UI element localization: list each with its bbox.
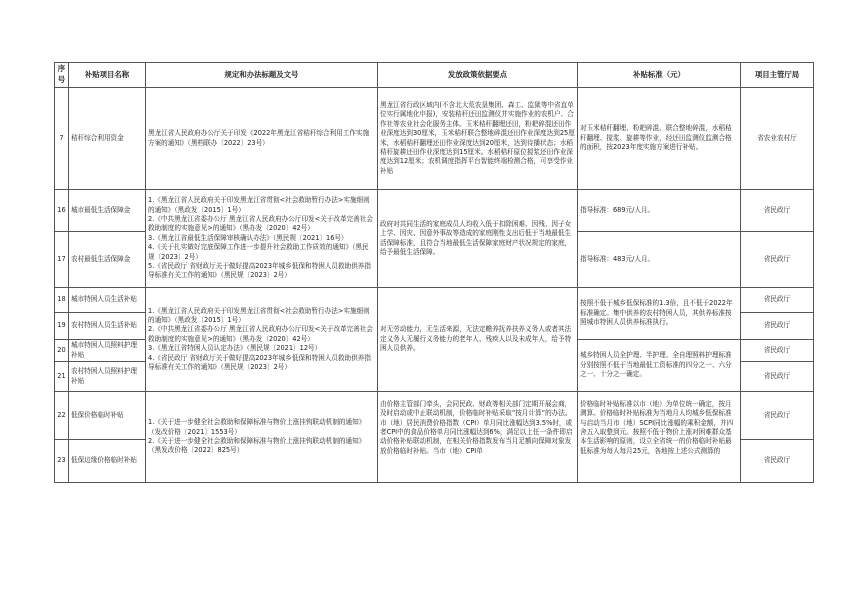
policy-document xyxy=(146,392,378,483)
row-number: 19 xyxy=(55,313,69,340)
subsidy-standard: 城乡特困人员全护理、半护理、全自理照料护理标准分别按照不低于当地最低工资标准的四分之一、六分之一、十分之一确定。 xyxy=(578,340,741,392)
policy-basis: 对无劳动能力，无生活来源，无法定赡养抚养扶养义务人或者其法定义务人无履行义务能力的老年人、残疾人以及未成年人，给予特困人员供养。 xyxy=(378,288,578,392)
item-name: 低保价格临时补贴 xyxy=(69,392,146,440)
subsidy-standard: 对玉米秸秆翻埋、粉耙碎混、联合整地碎混，水稻秸秆翻埋、搅浆、旋耕等作业，经还田监测仪监测合格的面积，按2023年度实施方案进行补贴。 xyxy=(578,88,741,190)
policy-basis: 由价格主管部门牵头，会同民政、财政等相关部门定期开展会商，及时启动或中止联动机制，价格临时补贴采取“按月计算”的办法。市（地）居民消费价格指数（CPI）单月同比涨幅达到3.5%时，或者CPI中的食品价格单月同比涨幅达到6%，满足以上任一条件即启动价格补贴联动机制，在相关价格指数发布当月足额向保障对象发放价格临时补贴。当市（地）CPI单 xyxy=(378,392,578,483)
subsidy-standard: 指导标准：483元/人月。 xyxy=(578,232,741,288)
doc-line: 3.《黑龙江省特困人员认定办法》（黑民规〔2021〕12号） xyxy=(148,344,322,353)
department: 省民政厅 xyxy=(741,190,814,232)
row-number: 18 xyxy=(55,288,69,313)
item-name: 低保边缘价格临时补贴 xyxy=(69,440,146,483)
department: 省民政厅 xyxy=(741,232,814,288)
subsidy-standard: 按照不低于城乡低保标准的1.3倍，且不低于2022年标准确定。集中供养的农村特困人员，其供养标准按照城市特困人员供养标准执行。 xyxy=(578,288,741,340)
policy-document xyxy=(146,190,378,288)
doc-line: 1.《关于进一步健全社会救助和保障标准与物价上涨挂钩联动机制的通知》（发改价格〔2021〕1553号） xyxy=(148,418,366,436)
table-row xyxy=(55,288,814,313)
item-name: 农村特困人员照料护理补贴 xyxy=(69,362,146,392)
table-row xyxy=(55,190,814,232)
item-name: 农村特困人员生活补贴 xyxy=(69,313,146,340)
subsidy-table xyxy=(54,62,814,483)
doc-line: 2.《关于进一步健全社会救助和保障标准与物价上涨挂钩联动机制的通知》（黑发改价格〔2022〕825号） xyxy=(148,437,366,455)
policy-document: 黑龙江省人民政府办公厅关于印发《2022年黑龙江省秸秆综合利用工作实施方案的通知》（黑档联办〔2022〕23号） xyxy=(146,88,378,190)
department: 省农业农村厅 xyxy=(741,88,814,190)
policy-basis: 政府对共同生活的家庭成员人均收入低于扣除困难、因残、因子女上学、因灾、因意外事故等造成的家庭刚性支出后低于当地最低生活保障标准，且符合当地最低生活保障家庭财产状况规定的家庭，给予最低生活保障。 xyxy=(378,190,578,288)
department: 省民政厅 xyxy=(741,288,814,313)
item-name: 城市特困人员生活补贴 xyxy=(69,288,146,313)
doc-line: 3.《黑龙江省最低生活保障审核确认办法》（黑民规〔2021〕16号） xyxy=(148,233,348,242)
header-doc: 规定和办法标题及文号 xyxy=(146,63,378,88)
doc-line: 4.《关于扎实做好完底保障工作进一步提升社会救助工作质效的通知》（黑民规〔2023〕2号） xyxy=(148,243,369,261)
header-basis: 发放政策依据要点 xyxy=(378,63,578,88)
department: 省民政厅 xyxy=(741,440,814,483)
policy-document xyxy=(146,288,378,392)
row-number: 17 xyxy=(55,232,69,288)
department: 省民政厅 xyxy=(741,340,814,362)
item-name: 城市特困人员照料护理补贴 xyxy=(69,340,146,362)
doc-line: 5.《省民政厅 省财政厅关于做好提高2023年城乡低保和特困人员救助供养指导标准有关工作的通知》（黑民规〔2023〕2号） xyxy=(148,261,371,280)
row-number: 22 xyxy=(55,392,69,440)
subsidy-standard: 价格临时补贴标准以市（地）为单位统一确定，按月测算。价格临时补贴标准为当地月人均城乡低保标准与启动当月市（地）SCPI同比涨幅的乘积金额，并四舍五入取整到元。按照不低于物价上涨对困难群众基本生活影响的原则，设立全省统一的价格临时补贴最低标准为每人每月25元，各地按上述公式测算的 xyxy=(578,392,741,483)
item-name: 秸秆综合利用资金 xyxy=(69,88,146,190)
row-number: 21 xyxy=(55,362,69,392)
policy-basis: 黑龙江省行政区域内(不含北大荒农垦集团、森工、监狱等中省直单位实行属地化申报)，安装秸秆还田监测仪并实施作业的农机户、合作社等农业社会化服务主体。玉米秸秆翻埋还田，粉耙碎混还田作业深度达到30厘米，玉米秸秆联合整地碎混还田作业深度达到25厘米，水稻秸秆翻埋还田作业深度达到20厘米，达到待播状态；水稻秸秆旋耕还田作业深度达到15厘米。水稻秸秆原位搅浆还田作业深度达到12厘米；农机调度指挥平台智能终端检测合格，可享受作业补贴 xyxy=(378,88,578,190)
header-no: 序号 xyxy=(55,63,69,88)
header-dept: 项目主管厅局 xyxy=(741,63,814,88)
doc-line: 2.《中共黑龙江省委办公厅 黑龙江省人民政府办公厅印发<关于改革完善社会救助制度的实施意见>的通知》（黑办发〔2020〕42号） xyxy=(148,215,373,233)
item-name: 城市最低生活保障金 xyxy=(69,190,146,232)
doc-line: 2.《中共黑龙江省委办公厅 黑龙江省人民政府办公厅印发<关于改革完善社会救助制度的实施意见>的通知》（黑办发〔2020〕42号） xyxy=(148,325,373,343)
doc-line: 1.《黑龙江省人民政府关于印发黑龙江省贯彻<社会救助暂行办法>实施细则的通知》（黑政发〔2015〕1号） xyxy=(148,306,370,325)
doc-line: 1.《黑龙江省人民政府关于印发黑龙江省贯彻<社会救助暂行办法>实施细则的通知》（黑政发〔2015〕1号） xyxy=(148,196,370,214)
department: 省民政厅 xyxy=(741,313,814,340)
table-row xyxy=(55,392,814,440)
table-row xyxy=(55,88,814,190)
row-number: 23 xyxy=(55,440,69,483)
header-name: 补贴项目名称 xyxy=(69,63,146,88)
item-name: 农村最低生活保障金 xyxy=(69,232,146,288)
header-std: 补贴标准（元） xyxy=(578,63,741,88)
row-number: 16 xyxy=(55,190,69,232)
subsidy-standard: 指导标准：689元/人月。 xyxy=(578,190,741,232)
table-header-row xyxy=(55,63,814,88)
department: 省民政厅 xyxy=(741,362,814,392)
department: 省民政厅 xyxy=(741,392,814,440)
row-number: 7 xyxy=(55,88,69,190)
doc-line: 4.《省民政厅 省财政厅关于做好提高2023年城乡低保和特困人员救助供养指导标准有关工作的通知》（黑民规〔2023〕2号） xyxy=(148,353,371,371)
row-number: 20 xyxy=(55,340,69,362)
